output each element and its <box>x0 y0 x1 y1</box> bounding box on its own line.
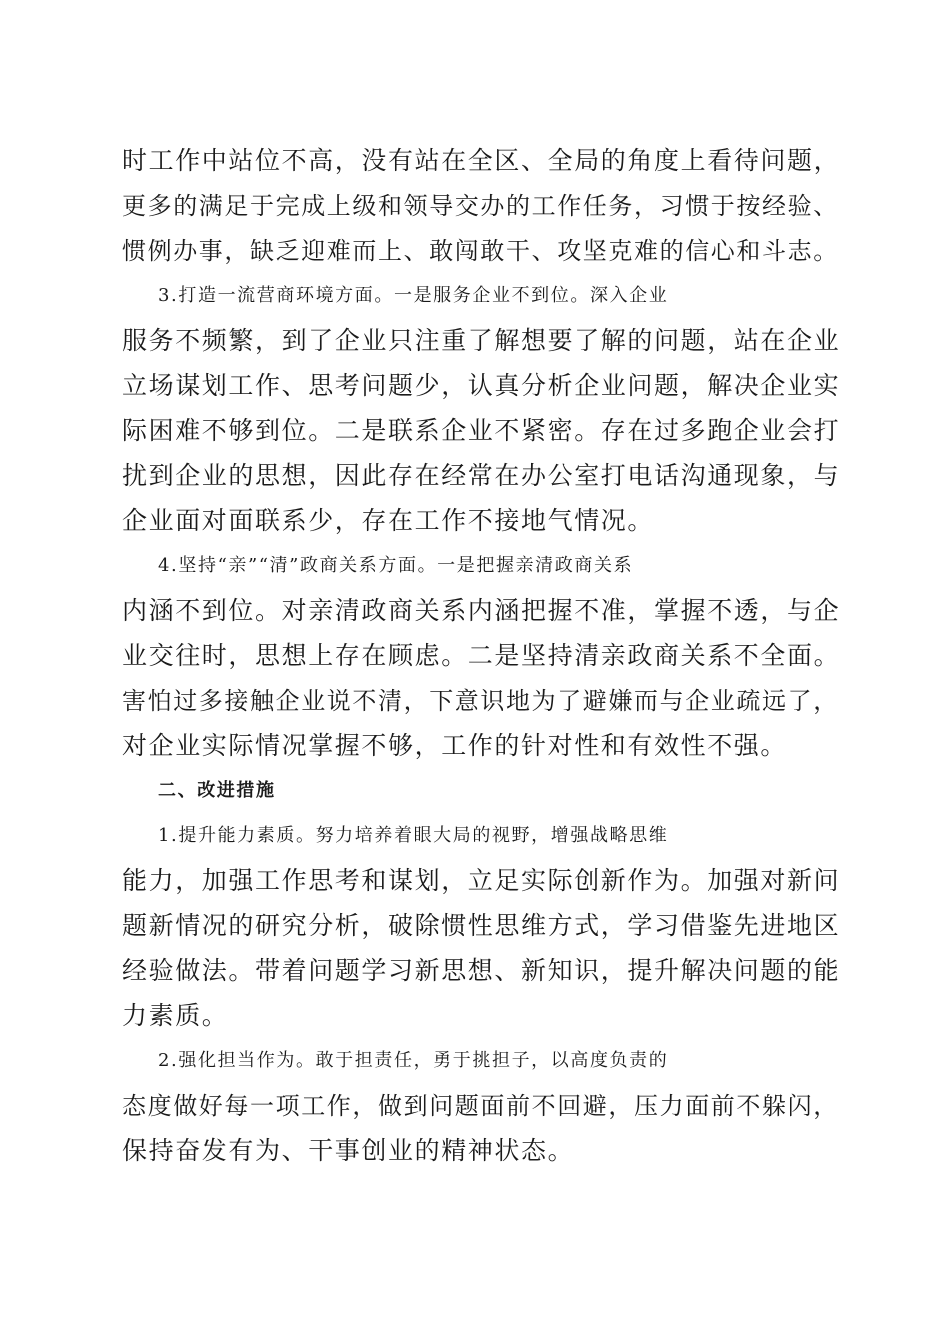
text-line: 服务不频繁，到了企业只注重了解想要了解的问题，站在企业 <box>122 326 841 355</box>
paragraph-start-line: 2.强化担当作为。敢于担责任，勇于挑担子，以高度负责的 <box>158 1050 669 1071</box>
text-line: 经验做法。带着问题学习新思想、新知识，提升解决问题的能 <box>122 956 841 985</box>
text-line: 对企业实际情况掌握不够，工作的针对性和有效性不强。 <box>122 731 788 760</box>
text-line: 保持奋发有为、干事创业的精神状态。 <box>122 1136 575 1165</box>
text-line: 内涵不到位。对亲清政商关系内涵把握不准，掌握不透，与企 <box>122 596 841 625</box>
text-line: 能力，加强工作思考和谋划，立足实际创新作为。加强对新问 <box>122 866 841 895</box>
text-line: 态度做好每一项工作，做到问题面前不回避，压力面前不躲闪， <box>122 1092 839 1120</box>
text-line: 际困难不够到位。二是联系企业不紧密。存在过多跑企业会打 <box>122 416 841 445</box>
paragraph-start-line: 3.打造一流营商环境方面。一是服务企业不到位。深入企业 <box>158 285 669 306</box>
text-line: 题新情况的研究分析，破除惯性思维方式，学习借鉴先进地区 <box>122 911 841 940</box>
text-line: 企业面对面联系少，存在工作不接地气情况。 <box>122 506 655 535</box>
paragraph-start-line: 1.提升能力素质。努力培养着眼大局的视野，增强战略思维 <box>158 825 669 846</box>
paragraph-start-line: 4.坚持“亲”“清”政商关系方面。一是把握亲清政商关系 <box>158 555 634 576</box>
text-line: 立场谋划工作、思考问题少，认真分析企业问题，解决企业实 <box>122 371 841 400</box>
text-line: 害怕过多接触企业说不清，下意识地为了避嫌而与企业疏远了， <box>122 687 839 715</box>
text-line: 力素质。 <box>122 1001 229 1030</box>
text-line: 扰到企业的思想，因此存在经常在办公室打电话沟通现象，与 <box>122 461 841 490</box>
text-line: 惯例办事，缺乏迎难而上、敢闯敢干、攻坚克难的信心和斗志。 <box>122 237 839 265</box>
section-heading: 二、改进措施 <box>158 780 276 801</box>
text-line: 更多的满足于完成上级和领导交办的工作任务，习惯于按经验、 <box>122 192 839 220</box>
text-line: 业交往时，思想上存在顾虑。二是坚持清亲政商关系不全面。 <box>122 641 841 670</box>
text-line: 时工作中站位不高，没有站在全区、全局的角度上看待问题， <box>122 146 841 175</box>
